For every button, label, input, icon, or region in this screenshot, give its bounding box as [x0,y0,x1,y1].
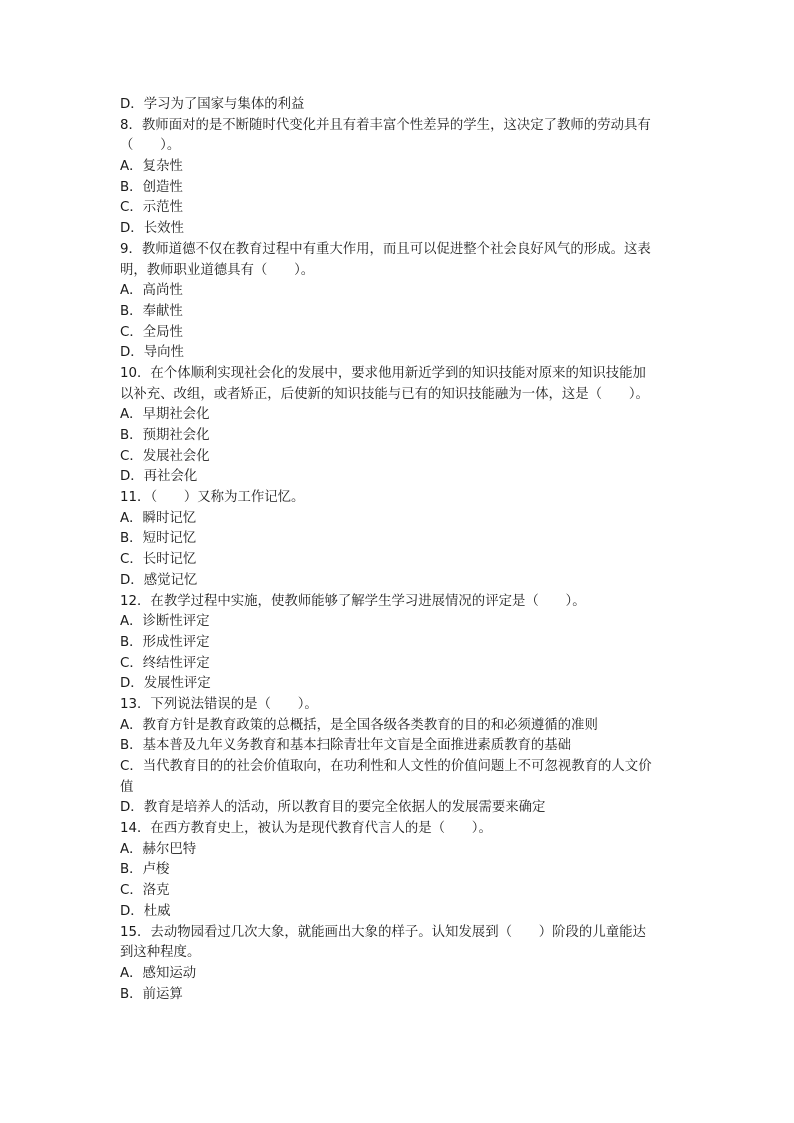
question-15-line-1: 15．去动物园看过几次大象，就能画出大象的样子。认知发展到（ ）阶段的儿童能达 [120,924,646,940]
option-d-q7: D．学习为了国家与集体的利益 [120,97,305,112]
question-13: 13．下列说法错误的是（ ）。 [120,696,318,712]
option-b-q9: B．奉献性 [120,303,183,319]
question-11: 11．（ ）又称为工作记忆。 [120,490,305,506]
question-9-line-1: 9．教师道德不仅在教育过程中有重大作用，而且可以促进整个社会良好风气的形成。这表 [120,241,651,257]
option-a-q15: A．感知运动 [120,965,197,981]
option-b-q13: B．基本普及九年义务教育和基本扫除青壮年文盲是全面推进素质教育的基础 [120,738,572,754]
option-a-q9: A．高尚性 [120,283,183,299]
option-d-q10: D．再社会化 [120,469,198,485]
document-page [120,95,680,1005]
question-8-line-2: （ ）。 [120,138,181,154]
option-a-q14: A．赫尔巴特 [120,841,197,857]
option-b-q10: B．预期社会化 [120,428,210,443]
option-d-q13: D．教育是培养人的活动，所以教育目的要完全依据人的发展需要来确定 [120,800,546,816]
option-a-q12: A．诊断性评定 [120,614,210,630]
option-a-q8: A．复杂性 [120,159,183,175]
option-b-q14: B．卢梭 [120,862,170,878]
question-12: 12．在教学过程中实施，使教师能够了解学生学习进展情况的评定是（ ）。 [120,593,586,609]
option-a-q11: A．瞬时记忆 [120,510,197,526]
question-15-line-2: 到这种程度。 [120,945,201,961]
question-14: 14．在西方教育史上，被认为是现代教育代言人的是（ ）。 [120,821,492,837]
option-d-q12: D．发展性评定 [120,676,211,692]
option-d-q8: D．长效性 [120,221,184,237]
option-d-q11: D．感觉记忆 [120,572,198,588]
question-9-line-2: 明，教师职业道德具有（ ）。 [120,262,315,278]
option-c-q13-line-2: 值 [120,779,134,795]
question-10-line-1: 10．在个体顺利实现社会化的发展中，要求他用新近学到的知识技能对原来的知识技能加 [120,365,646,381]
option-b-q12: B．形成性评定 [120,634,210,650]
option-b-q11: B．短时记忆 [120,531,197,547]
option-c-q13-line-1: C．当代教育目的的社会价值取向，在功利性和人文性的价值问题上不可忽视教育的人文价 [120,759,652,774]
option-c-q14: C．洛克 [120,883,170,899]
option-d-q9: D．导向性 [120,345,184,361]
option-c-q11: C．长时记忆 [120,552,197,568]
option-c-q10: C．发展社会化 [120,448,210,464]
option-c-q12: C．终结性评定 [120,655,210,671]
option-d-q14: D．杜威 [120,903,171,919]
option-b-q8: B．创造性 [120,179,183,195]
question-8-line-1: 8．教师面对的是不断随时代变化并且有着丰富个性差异的学生，这决定了教师的劳动具有 [120,117,651,133]
option-a-q10: A．早期社会化 [120,407,210,423]
option-c-q8: C．示范性 [120,200,183,216]
option-b-q15: B．前运算 [120,986,183,1002]
question-10-line-2: 以补充、改组，或者矫正，后使新的知识技能与已有的知识技能融为一体，这是（ ）。 [120,386,649,402]
option-a-q13: A．教育方针是教育政策的总概括，是全国各级各类教育的目的和必须遵循的准则 [120,717,598,733]
option-c-q9: C．全局性 [120,324,183,340]
